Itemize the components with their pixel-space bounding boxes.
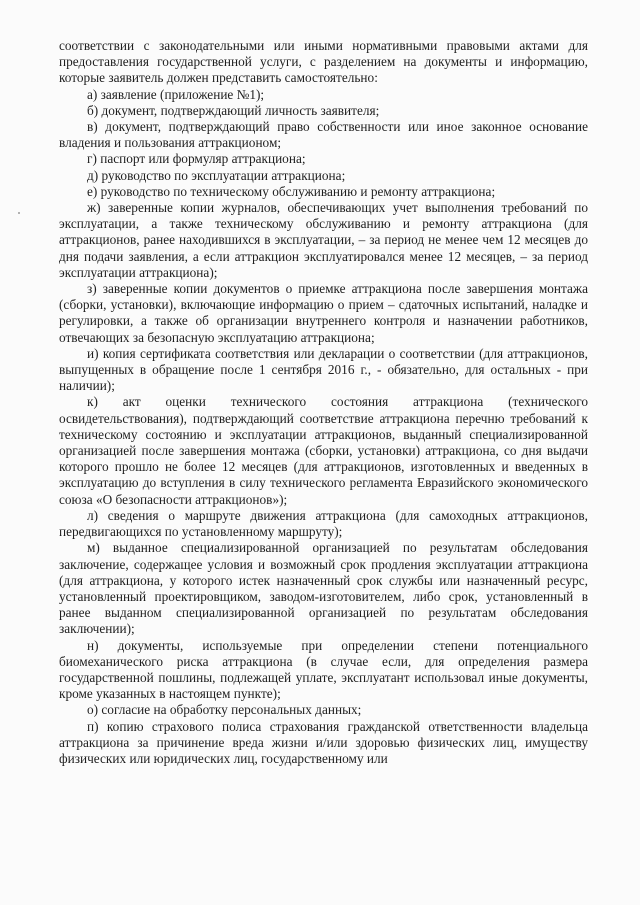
list-item-b: б) документ, подтверждающий личность заявителя; <box>87 102 380 118</box>
list-item-v: в) документ, подтверждающий право собственности или иное законное основание владения и пользования аттракционом; <box>59 119 588 151</box>
list-item-z: з) заверенные копии документов о приемке аттракциона после завершения монтажа (сборки, установки), включающие информацию о прием – сдаточных испытаний, наладке и регулировки, а также об организации внутреннего контроля и назначении работников, отвечающих за безопасную эксплуатацию аттракциона; <box>59 281 588 345</box>
list-item-zh: ж) заверенные копии журналов, обеспечивающих учет выполнения требований по эксплуатации, а также техническому обслуживанию и ремонту аттракциона (для аттракционов, ранее находившихся в эксплуатации, – за период не менее чем 12 месяцев до дня подачи заявления, а если аттракцион эксплуатировался менее 12 месяцев, – за период эксплуатации аттракциона); <box>59 200 588 280</box>
document-body <box>59 38 588 767</box>
scan-speck <box>18 212 20 214</box>
list-item-l: л) сведения о маршруте движения аттракциона (для самоходных аттракционов, передвигающихся по установленному маршруту); <box>59 507 588 540</box>
list-item-k: к) акт оценки технического состояния аттракциона (технического освидетельствования), подтверждающий соответствие аттракциона перечню требований к техническому состоянию и эксплуатации аттракционов, выданный специализированной организацией после завершения монтажа (сборки, установки) аттракциона, со дня выдачи которого прошло не более 12 месяцев (для аттракционов, изготовленных и введенных в эксплуатацию до вступления в силу технического регламента Евразийского экономического союза «О безопасности аттракционов»); <box>59 394 588 507</box>
list-item-i: и) копия сертификата соответствия или декларации о соответствии (для аттракционов, выпущенных в обращение после 1 сентября 2016 г., - обязательно, для остальных - при наличии); <box>59 345 588 394</box>
list-item-p: п) копию страхового полиса страхования гражданской ответственности владельца аттракциона за причинение вреда жизни и/или здоровью физических лиц, имуществу физических или юридических лиц, государственному или <box>59 718 588 766</box>
list-item-m: м) выданное специализированной организацией по результатам обследования заключение, содержащее условия и возможный срок продления эксплуатации аттракциона (для аттракциона, у которого истек назначенный срок службы или назначенный ресурс, установленный проектировщиком, заводом-изготовителем, либо срок, установленный в ранее выданном специализированной организацией по результатам обследования заключении); <box>59 540 588 637</box>
list-item-a: а) заявление (приложение №1); <box>87 86 265 102</box>
list-item-o: о) согласие на обработку персональных данных; <box>87 702 362 718</box>
list-item-g: г) паспорт или формуляр аттракциона; <box>87 151 306 167</box>
list-item-n: н) документы, используемые при определении степени потенциального биомеханического риска аттракциона (в случае если, для определения размера государственной пошлины, подлежащей уплате, эксплуатант использовал иные документы, кроме указанных в настоящем пункте); <box>59 637 588 702</box>
list-item-d: д) руководство по эксплуатации аттракциона; <box>87 167 346 183</box>
list-item-e: е) руководство по техническому обслуживанию и ремонту аттракциона; <box>87 183 496 199</box>
paragraph-intro: соответствии с законодательными или иными нормативными правовыми актами для предоставления государственной услуги, с разделением на документы и информацию, которые заявитель должен представить самостоятельно: <box>59 38 588 86</box>
